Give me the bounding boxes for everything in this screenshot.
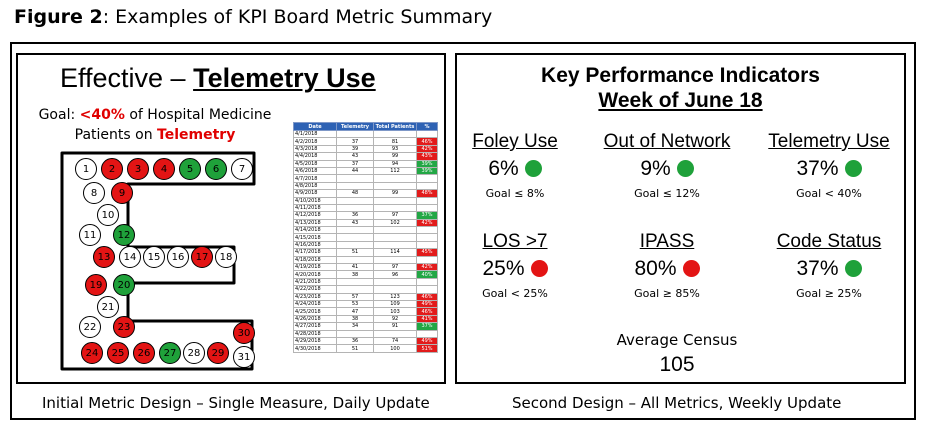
table-cell: 38: [337, 271, 374, 278]
kpi-value: [597, 157, 737, 181]
table-cell: 4/15/2018: [294, 234, 337, 241]
kpi-name: Telemetry Use: [768, 131, 890, 152]
telemetry-goal: [30, 105, 280, 145]
kpi-value-text: 25%: [482, 257, 525, 280]
e-calendar: [58, 149, 318, 379]
table-cell: [417, 175, 438, 182]
svg-text:29: 29: [211, 348, 225, 359]
table-row: [294, 286, 438, 293]
svg-text:24: 24: [85, 348, 99, 359]
table-cell: 97: [374, 212, 417, 219]
svg-text:8: 8: [90, 188, 98, 199]
day-19: [86, 275, 107, 296]
table-cell: 44: [337, 167, 374, 174]
kpi-name: IPASS: [639, 231, 695, 252]
table-cell: 51: [337, 249, 374, 256]
day-21: [98, 297, 119, 318]
table-cell: 4/4/2018: [294, 153, 337, 160]
day-31: [234, 347, 255, 368]
table-cell: 47: [337, 308, 374, 315]
day-24: [82, 343, 103, 364]
table-row: [294, 241, 438, 248]
kpi-value: [445, 257, 585, 281]
day-29: [208, 343, 229, 364]
day-15: [144, 247, 165, 268]
table-cell: [337, 278, 374, 285]
kpi-title: Key Performance Indicators: [541, 64, 820, 87]
kpi-goal: Goal ≥ 85%: [634, 287, 700, 300]
table-cell: 37%: [417, 323, 438, 330]
svg-text:30: 30: [237, 328, 251, 339]
title-normal: Effective –: [60, 63, 194, 93]
kpi-panel: [455, 53, 906, 384]
day-22: [80, 317, 101, 338]
svg-text:11: 11: [83, 230, 97, 241]
table-cell: 37: [337, 160, 374, 167]
table-cell: 4/24/2018: [294, 300, 337, 307]
svg-text:6: 6: [212, 164, 220, 175]
svg-text:27: 27: [163, 348, 177, 359]
table-cell: [417, 131, 438, 138]
table-cell: 43: [337, 219, 374, 226]
day-25: [108, 343, 129, 364]
day-11: [80, 225, 101, 246]
table-cell: [374, 286, 417, 293]
table-cell: [417, 227, 438, 234]
figure-title: [14, 6, 492, 28]
table-cell: 46%: [417, 293, 438, 300]
kpi-value: [759, 257, 899, 281]
svg-text:12: 12: [117, 230, 131, 241]
table-cell: 46%: [417, 308, 438, 315]
table-row: [294, 256, 438, 263]
table-cell: [417, 204, 438, 211]
table-cell: [374, 204, 417, 211]
svg-text:25: 25: [111, 348, 125, 359]
status-indicator-icon: [525, 160, 542, 177]
table-cell: 99: [374, 190, 417, 197]
kpi-value-text: 9%: [640, 157, 671, 180]
table-cell: 4/12/2018: [294, 212, 337, 219]
table-cell: 114: [374, 249, 417, 256]
table-row: [294, 204, 438, 211]
table-cell: [417, 256, 438, 263]
table-cell: [417, 182, 438, 189]
table-cell: 57: [337, 293, 374, 300]
day-26: [134, 343, 155, 364]
svg-text:3: 3: [134, 164, 142, 175]
table-cell: 4/9/2018: [294, 190, 337, 197]
table-row: [294, 227, 438, 234]
day-1: [76, 159, 97, 180]
kpi-goal: Goal ≥ 25%: [796, 287, 862, 300]
table-row: [294, 197, 438, 204]
table-cell: 4/14/2018: [294, 227, 337, 234]
svg-text:26: 26: [137, 348, 151, 359]
status-indicator-icon: [683, 260, 700, 277]
table-cell: 103: [374, 308, 417, 315]
table-cell: [374, 256, 417, 263]
table-cell: 123: [374, 293, 417, 300]
table-row: [294, 160, 438, 167]
kpi-name: Foley Use: [472, 131, 558, 152]
table-cell: [337, 182, 374, 189]
day-12: [114, 225, 135, 246]
table-cell: 74: [374, 337, 417, 344]
svg-text:13: 13: [97, 252, 111, 263]
table-cell: 93: [374, 145, 417, 152]
table-cell: 42%: [417, 219, 438, 226]
table-cell: [337, 175, 374, 182]
table-cell: 102: [374, 219, 417, 226]
table-cell: 4/23/2018: [294, 293, 337, 300]
day-4: [154, 159, 175, 180]
day-14: [120, 247, 141, 268]
table-cell: 4/16/2018: [294, 241, 337, 248]
day-9: [112, 183, 133, 204]
table-row: [294, 153, 438, 160]
svg-text:16: 16: [171, 252, 185, 263]
table-row: [294, 145, 438, 152]
table-cell: 4/1/2018: [294, 131, 337, 138]
table-row: [294, 234, 438, 241]
status-indicator-icon: [845, 160, 862, 177]
table-cell: [337, 234, 374, 241]
kpi-value-text: 80%: [634, 257, 677, 280]
day-8: [84, 183, 105, 204]
day-30: [234, 323, 255, 344]
right-caption: Second Design – All Metrics, Weekly Update: [512, 394, 842, 412]
svg-text:19: 19: [89, 280, 103, 291]
kpi-goal: Goal ≤ 12%: [634, 187, 700, 200]
table-cell: 92: [374, 315, 417, 322]
table-cell: 4/8/2018: [294, 182, 337, 189]
left-caption: Initial Metric Design – Single Measure, Daily Update: [42, 394, 430, 412]
table-cell: 4/19/2018: [294, 264, 337, 271]
goal-prefix: Goal:: [38, 107, 80, 123]
table-cell: 39%: [417, 160, 438, 167]
table-cell: [337, 131, 374, 138]
kpi-value-text: 37%: [796, 157, 839, 180]
svg-text:4: 4: [160, 164, 168, 175]
table-header: %: [417, 123, 438, 131]
kpi-value: [759, 157, 899, 181]
status-indicator-icon: [677, 160, 694, 177]
table-row: [294, 293, 438, 300]
table-cell: [374, 234, 417, 241]
table-cell: 34: [337, 323, 374, 330]
table-row: [294, 323, 438, 330]
table-cell: [337, 204, 374, 211]
telemetry-table: [293, 122, 438, 353]
table-cell: 4/18/2018: [294, 256, 337, 263]
table-cell: [374, 131, 417, 138]
table-cell: [374, 241, 417, 248]
table-cell: 94: [374, 160, 417, 167]
table-cell: 39%: [417, 167, 438, 174]
table-cell: 38: [337, 315, 374, 322]
table-row: [294, 138, 438, 145]
day-3: [128, 159, 149, 180]
telemetry-title: [60, 63, 376, 94]
table-cell: 96: [374, 271, 417, 278]
table-cell: 109: [374, 300, 417, 307]
day-16: [168, 247, 189, 268]
day-23: [114, 317, 135, 338]
table-cell: 37%: [417, 212, 438, 219]
table-cell: [417, 234, 438, 241]
svg-text:1: 1: [82, 164, 90, 175]
table-row: [294, 212, 438, 219]
table-row: [294, 315, 438, 322]
kpi-value-text: 6%: [488, 157, 519, 180]
day-2: [102, 159, 123, 180]
day-6: [206, 159, 227, 180]
table-cell: 37: [337, 138, 374, 145]
table-cell: 49%: [417, 337, 438, 344]
table-cell: 49%: [417, 300, 438, 307]
table-cell: 4/20/2018: [294, 271, 337, 278]
table-cell: [374, 175, 417, 182]
svg-text:22: 22: [83, 322, 97, 333]
day-27: [160, 343, 181, 364]
table-cell: 4/26/2018: [294, 315, 337, 322]
table-cell: 46%: [417, 138, 438, 145]
table-header: Telemetry: [337, 123, 374, 131]
svg-text:28: 28: [187, 348, 201, 359]
table-cell: 39: [337, 145, 374, 152]
svg-text:23: 23: [117, 322, 131, 333]
svg-text:9: 9: [118, 188, 126, 199]
day-13: [94, 247, 115, 268]
table-cell: 100: [374, 345, 417, 352]
table-cell: [374, 227, 417, 234]
table-cell: 41%: [417, 315, 438, 322]
table-cell: 4/2/2018: [294, 138, 337, 145]
table-cell: 42%: [417, 264, 438, 271]
svg-text:15: 15: [147, 252, 161, 263]
goal-red-word: Telemetry: [157, 127, 236, 143]
svg-text:20: 20: [117, 280, 131, 291]
table-row: [294, 219, 438, 226]
table-cell: [337, 197, 374, 204]
table-header: Total Patients: [374, 123, 417, 131]
table-cell: 36: [337, 337, 374, 344]
svg-text:17: 17: [195, 252, 209, 263]
table-cell: 4/22/2018: [294, 286, 337, 293]
table-cell: 4/11/2018: [294, 204, 337, 211]
kpi-value: [445, 157, 585, 181]
table-cell: 4/21/2018: [294, 278, 337, 285]
table-cell: 112: [374, 167, 417, 174]
table-row: [294, 167, 438, 174]
table-cell: [374, 182, 417, 189]
table-cell: [337, 330, 374, 337]
table-cell: 42%: [417, 145, 438, 152]
status-indicator-icon: [531, 260, 548, 277]
table-row: [294, 190, 438, 197]
census-value: 105: [659, 353, 695, 376]
svg-text:31: 31: [237, 352, 251, 363]
table-cell: 4/10/2018: [294, 197, 337, 204]
figure-number: Figure 2: [14, 6, 103, 28]
table-cell: [417, 278, 438, 285]
kpi-value: [597, 257, 737, 281]
table-cell: 45%: [417, 249, 438, 256]
table-row: [294, 264, 438, 271]
table-row: [294, 300, 438, 307]
kpi-goal: Goal ≤ 8%: [485, 187, 545, 200]
table-cell: [417, 197, 438, 204]
kpi-value-text: 37%: [796, 257, 839, 280]
table-row: [294, 182, 438, 189]
table-row: [294, 308, 438, 315]
day-17: [192, 247, 213, 268]
table-cell: 4/27/2018: [294, 323, 337, 330]
table-cell: 97: [374, 264, 417, 271]
table-row: [294, 345, 438, 352]
table-cell: [417, 286, 438, 293]
table-cell: 51: [337, 345, 374, 352]
svg-text:7: 7: [238, 164, 246, 175]
day-10: [98, 205, 119, 226]
table-cell: 4/13/2018: [294, 219, 337, 226]
table-row: [294, 271, 438, 278]
table-cell: [337, 286, 374, 293]
svg-text:5: 5: [186, 164, 194, 175]
table-cell: [417, 241, 438, 248]
table-cell: 53: [337, 300, 374, 307]
table-cell: [337, 241, 374, 248]
table-cell: 51%: [417, 345, 438, 352]
table-cell: 81: [374, 138, 417, 145]
table-cell: 4/28/2018: [294, 330, 337, 337]
table-header: Date: [294, 123, 337, 131]
table-cell: 4/5/2018: [294, 160, 337, 167]
table-cell: 43%: [417, 153, 438, 160]
table-cell: [374, 278, 417, 285]
svg-text:21: 21: [101, 302, 115, 313]
table-cell: 43: [337, 153, 374, 160]
goal-highlight: <40%: [79, 107, 125, 123]
day-18: [216, 247, 237, 268]
table-row: [294, 278, 438, 285]
kpi-week: Week of June 18: [598, 89, 763, 112]
table-cell: 4/30/2018: [294, 345, 337, 352]
figure-caption-text: : Examples of KPI Board Metric Summary: [102, 6, 493, 28]
table-cell: 4/25/2018: [294, 308, 337, 315]
table-cell: 4/17/2018: [294, 249, 337, 256]
table-cell: [417, 330, 438, 337]
table-cell: 48: [337, 190, 374, 197]
table-row: [294, 330, 438, 337]
table-row: [294, 131, 438, 138]
table-cell: 36: [337, 212, 374, 219]
table-cell: 4/29/2018: [294, 337, 337, 344]
table-cell: 48%: [417, 190, 438, 197]
table-cell: 99: [374, 153, 417, 160]
kpi-goal: Goal < 40%: [796, 187, 862, 200]
day-20: [114, 275, 135, 296]
svg-text:18: 18: [219, 252, 233, 263]
title-bold: Telemetry Use: [193, 63, 376, 93]
table-cell: [337, 227, 374, 234]
day-7: [232, 159, 253, 180]
table-row: [294, 175, 438, 182]
telemetry-panel: [16, 53, 446, 384]
table-row: [294, 337, 438, 344]
kpi-name: Out of Network: [603, 131, 731, 152]
table-cell: 4/7/2018: [294, 175, 337, 182]
table-cell: 40%: [417, 271, 438, 278]
table-row: [294, 249, 438, 256]
kpi-goal: Goal < 25%: [482, 287, 548, 300]
kpi-name: Code Status: [776, 231, 882, 252]
svg-text:10: 10: [101, 210, 115, 221]
kpi-name: LOS >7: [482, 231, 548, 252]
table-cell: [374, 197, 417, 204]
table-cell: 4/6/2018: [294, 167, 337, 174]
status-indicator-icon: [845, 260, 862, 277]
table-cell: [374, 330, 417, 337]
goal-mid: of Hospital Medicine Patients on: [74, 107, 272, 143]
svg-text:2: 2: [108, 164, 116, 175]
svg-text:14: 14: [123, 252, 137, 263]
table-cell: [337, 256, 374, 263]
table-cell: 91: [374, 323, 417, 330]
table-cell: 41: [337, 264, 374, 271]
day-28: [184, 343, 205, 364]
day-5: [180, 159, 201, 180]
census-label: Average Census: [616, 331, 738, 349]
table-cell: 4/3/2018: [294, 145, 337, 152]
